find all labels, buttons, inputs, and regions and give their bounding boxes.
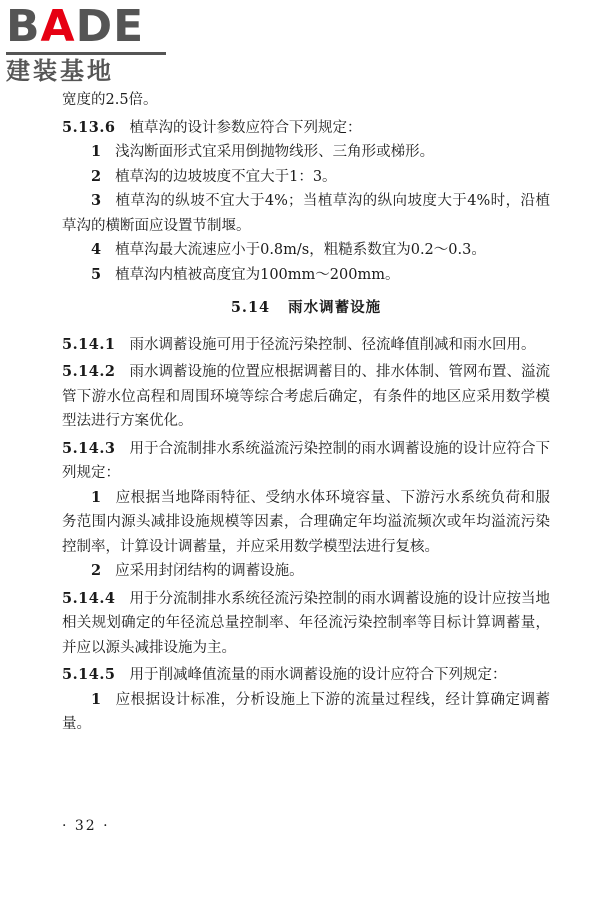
clause-text: 雨水调蓄设施的位置应根据调蓄目的、排水体制、管网布置、溢流管下游水位高程和周围环境等综合考虑后确定，有条件的地区应采用数学模型法进行方案优化。 xyxy=(62,364,550,429)
clause-number: 5.13.6 xyxy=(62,118,116,136)
logo-letters: DE xyxy=(75,1,145,52)
item-number: 2 xyxy=(91,167,102,185)
item-number: 3 xyxy=(91,192,102,209)
clause-text: 用于合流制排水系统溢流污染控制的雨水调蓄设施的设计应符合下列规定： xyxy=(62,440,550,481)
item-text: 植草沟最大流速应小于0.8m/s，粗糙系数宜为0.2～0.3。 xyxy=(115,242,486,258)
list-item xyxy=(62,688,550,737)
list-item xyxy=(62,140,550,165)
item-text: 应根据当地降雨特征、受纳水体环境容量、下游污水系统负荷和服务范围内源头减排设施规模等因素，合理确定年均溢流频次或年均溢流污染控制率，计算设计调蓄量，并应采用数学模型法进行复核。 xyxy=(62,489,550,555)
logo-chinese: 建装基地 xyxy=(6,57,114,85)
item-text: 植草沟的边坡坡度不宜大于1：3。 xyxy=(115,168,337,185)
item-number: 1 xyxy=(91,143,102,160)
clause-number: 5.14.4 xyxy=(62,589,116,607)
clause-5-14-1 xyxy=(62,333,550,358)
carry-over-text: 宽度的2.5倍。 xyxy=(62,92,158,108)
section-number: 5.14 xyxy=(230,299,271,316)
clause-5-13-6 xyxy=(62,116,550,141)
clause-5-14-3 xyxy=(62,437,550,486)
item-text: 应根据设计标准，分析设施上下游的流量过程线，经计算确定调蓄量。 xyxy=(62,691,550,732)
item-text: 植草沟的纵坡不宜大于4%；当植草沟的纵向坡度大于4%时，沿植草沟的横断面应设置节制堰。 xyxy=(62,193,550,234)
list-item xyxy=(62,189,550,238)
clause-5-14-2 xyxy=(62,360,550,434)
clause-text: 雨水调蓄设施可用于径流污染控制、径流峰值削减和雨水回用。 xyxy=(129,336,536,353)
clause-text: 用于削减峰值流量的雨水调蓄设施的设计应符合下列规定： xyxy=(129,667,507,683)
logo-wordmark xyxy=(6,1,176,52)
clause-number: 5.14.3 xyxy=(62,439,116,457)
list-item xyxy=(62,486,550,560)
logo-letter: B xyxy=(6,1,41,52)
section-title: 雨水调蓄设施 xyxy=(288,299,382,316)
item-text: 浅沟断面形式宜采用倒抛物线形、三角形或梯形。 xyxy=(115,144,435,160)
list-item xyxy=(62,559,550,584)
bade-logo xyxy=(6,1,176,86)
list-item xyxy=(62,165,550,190)
list-item xyxy=(62,263,550,288)
clause-5-14-5 xyxy=(62,663,550,688)
item-number: 4 xyxy=(91,241,102,258)
clause-text: 植草沟的设计参数应符合下列规定： xyxy=(129,119,362,136)
item-text: 应采用封闭结构的调蓄设施。 xyxy=(115,563,304,579)
item-number: 1 xyxy=(91,690,102,708)
clause-number: 5.14.1 xyxy=(62,335,116,353)
page-body xyxy=(62,88,550,737)
item-number: 1 xyxy=(91,488,102,506)
section-heading xyxy=(62,296,550,321)
item-text: 植草沟内植被高度宜为100mm～200mm。 xyxy=(115,266,400,283)
clause-5-14-4 xyxy=(62,587,550,661)
logo-divider xyxy=(6,52,166,55)
item-number: 5 xyxy=(91,265,102,283)
page-number: · 32 · xyxy=(62,818,110,834)
logo-accent-letter: A xyxy=(40,1,76,52)
clause-number: 5.14.2 xyxy=(62,363,116,380)
list-item xyxy=(62,238,550,263)
item-number: 2 xyxy=(91,562,102,579)
clause-text: 用于分流制排水系统径流污染控制的雨水调蓄设施的设计应按当地相关规划确定的年径流总量控制率、年径流污染控制率等目标计算调蓄量，并应以源头减排设施为主。 xyxy=(62,590,550,656)
clause-number: 5.14.5 xyxy=(62,666,116,683)
